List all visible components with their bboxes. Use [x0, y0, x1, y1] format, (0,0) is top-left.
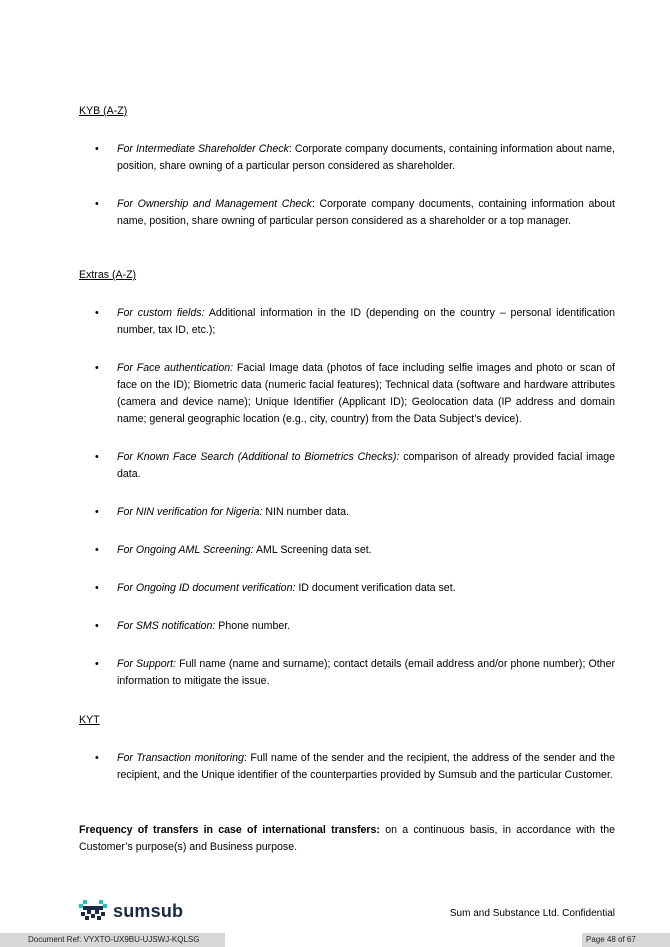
list-item: [79, 750, 615, 784]
list-item: [79, 305, 615, 339]
item-lead: For Ownership and Management Check: [117, 198, 312, 210]
item-text: Additional information in the ID (depending on the country – personal identification number, tax ID, etc.);: [117, 307, 615, 336]
confidential-note: Sum and Substance Ltd. Confidential: [449, 908, 615, 919]
list-item: [79, 580, 615, 597]
document-ref: Document Ref: VYXTO-UX9BU-UJSWJ-KQLSG: [0, 933, 225, 947]
bullet: •: [95, 362, 99, 374]
item-text: Facial Image data (photos of face including selfie images and photo or scan of face on the ID); Biometric data (numeric facial features); Technical data (software and hardware attributes (camera and device name); Unique Identifier (Applicant ID); Geolocation data (IP address and domain name; general geographic location (e.g., city, country) from the Data Subject’s device).: [117, 362, 615, 425]
bullet: •: [95, 198, 99, 210]
item-lead: For Transaction monitoring: [117, 752, 244, 764]
section-heading-extras: Extras (A-Z): [79, 269, 137, 281]
item-lead: For Known Face Search (Additional to Biometrics Checks):: [117, 451, 400, 463]
frequency-label: Frequency of transfers in case of international transfers:: [79, 824, 380, 836]
item-lead: For Support:: [117, 658, 177, 670]
section-heading-kyb: KYB (A-Z): [79, 105, 128, 117]
bullet: •: [95, 307, 99, 319]
bullet: •: [95, 544, 99, 556]
item-lead: For SMS notification:: [117, 620, 216, 632]
kyt-list: [79, 750, 615, 784]
list-item: [79, 504, 615, 521]
item-lead: For Ongoing AML Screening:: [117, 544, 254, 556]
list-item: [79, 618, 615, 635]
sumsub-logo: [79, 899, 183, 923]
list-item: [79, 141, 615, 175]
item-lead: For custom fields:: [117, 307, 205, 319]
bullet: •: [95, 506, 99, 518]
sumsub-logo-icon: [79, 900, 107, 922]
bullet: •: [95, 658, 99, 670]
item-text: : Corporate company documents, containing information about name, position, share owning of a particular person considered as shareholder.: [117, 143, 615, 172]
logo-wordmark: sumsub: [113, 900, 184, 921]
item-lead: For Ongoing ID document verification:: [117, 582, 296, 594]
list-item: [79, 360, 615, 428]
extras-list: [79, 305, 615, 690]
frequency-paragraph: [79, 822, 615, 856]
item-text: ID document verification data set.: [295, 582, 456, 594]
list-item: [79, 196, 615, 230]
item-lead: For Intermediate Shareholder Check: [117, 143, 289, 155]
kyb-list: [79, 141, 615, 230]
bullet: •: [95, 752, 99, 764]
item-text: Full name (name and surname); contact details (email address and/or phone number); Other information to mitigate the issue.: [117, 658, 615, 687]
item-text: : Full name of the sender and the recipient, the address of the sender and the recipient, and the Unique identifier of the counterparties provided by Sumsub and the particular Customer.: [117, 752, 615, 781]
bullet: •: [95, 620, 99, 632]
item-text: Phone number.: [215, 620, 291, 632]
frequency-text: on a continuous basis, in accordance with the Customer’s purpose(s) and Business purpose.: [79, 824, 616, 853]
section-heading-kyt: KYT: [79, 714, 100, 726]
item-lead: For Face authentication:: [117, 362, 234, 374]
list-item: [79, 542, 615, 559]
item-text: : Corporate company documents, containing information about name, position, share owning of particular person considered as a shareholder or a top manager.: [117, 198, 615, 227]
bullet: •: [95, 582, 99, 594]
list-item: [79, 449, 615, 483]
item-text: NIN number data.: [262, 506, 349, 518]
bullet: •: [95, 451, 99, 463]
item-text: comparison of already provided facial image data.: [117, 451, 615, 480]
list-item: [79, 656, 615, 690]
item-lead: For NIN verification for Nigeria:: [117, 506, 263, 518]
bullet: •: [95, 143, 99, 155]
page-number: Page 48 of 67: [582, 933, 670, 947]
item-text: AML Screening data set.: [253, 544, 372, 556]
